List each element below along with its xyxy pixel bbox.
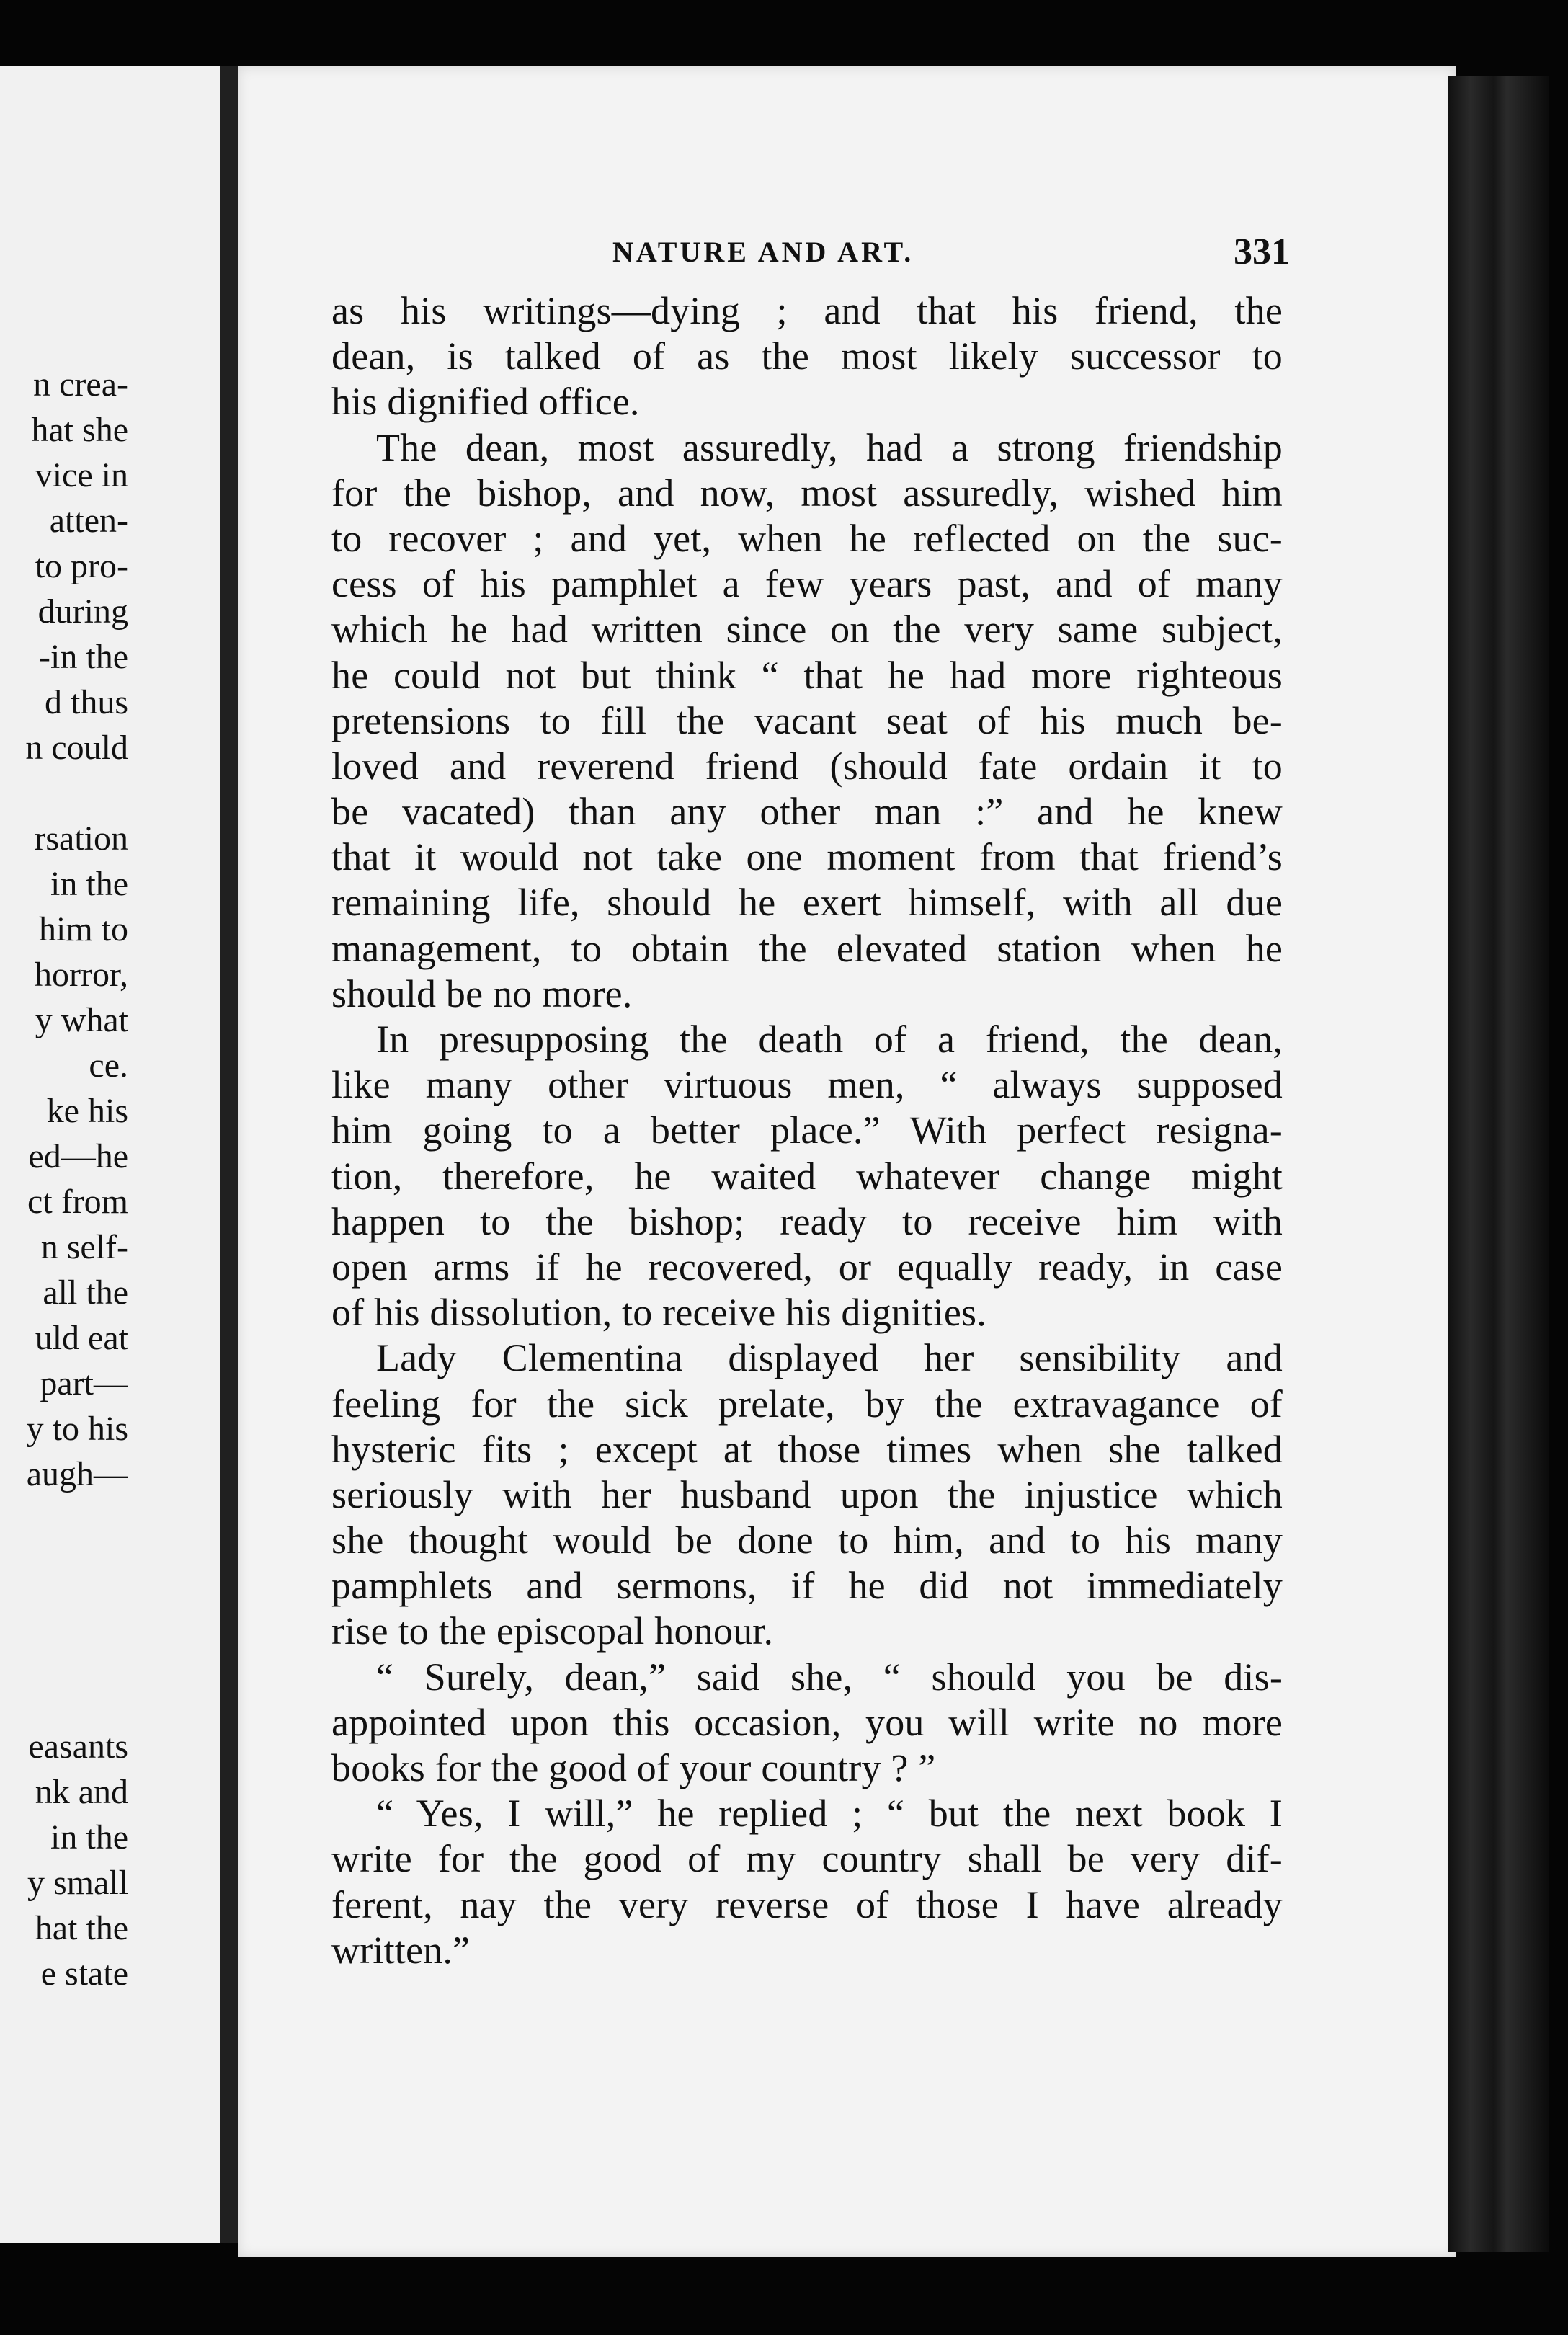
text-line: that it would not take one moment from that friend’s	[331, 835, 1283, 879]
running-head: NATURE AND ART.	[612, 236, 914, 268]
left-fragment	[0, 1678, 128, 1724]
book-gutter	[220, 66, 238, 2243]
text-line: be vacated) than any other man :” and he knew	[331, 790, 1283, 834]
text-line: as his writings—dying ; and that his friend, the	[331, 289, 1283, 332]
left-fragment: uld eat	[35, 1319, 128, 1357]
text-line: hysteric fits ; except at those times when she talked	[331, 1427, 1283, 1471]
left-fragment: ke his	[46, 1092, 128, 1130]
text-line: to recover ; and yet, when he reflected on the suc-	[331, 516, 1283, 560]
left-fragment: y what	[35, 1001, 128, 1039]
text-line: books for the good of your country ? ”	[331, 1746, 936, 1789]
left-fragment: hat the	[35, 1909, 128, 1947]
page-edge	[1448, 76, 1549, 2252]
left-page	[0, 66, 220, 2243]
left-fragment: y small	[27, 1864, 128, 1902]
text-line: happen to the bishop; ready to receive him with	[331, 1199, 1283, 1243]
left-fragment: hat she	[31, 411, 128, 449]
text-line: should be no more.	[331, 971, 633, 1015]
text-line: cess of his pamphlet a few years past, and of many	[331, 562, 1283, 606]
text-line: remaining life, should he exert himself, with all due	[331, 881, 1283, 925]
left-fragment: in the	[50, 1818, 128, 1856]
left-fragment: vice in	[35, 456, 128, 494]
text-line: tion, therefore, he waited whatever change might	[331, 1154, 1283, 1198]
left-fragment: part—	[40, 1364, 128, 1402]
left-fragment: n crea-	[33, 365, 128, 404]
text-line: open arms if he recovered, or equally ready, in case	[331, 1245, 1283, 1289]
text-line: he could not but think “ that he had more righteous	[331, 653, 1283, 697]
text-line: “ Surely, dean,” said she, “ should you be dis-	[376, 1655, 1283, 1699]
text-line: written.”	[331, 1928, 471, 1972]
left-fragment: rsation	[34, 819, 128, 858]
text-line: for the bishop, and now, most assuredly, wished him	[331, 471, 1283, 515]
left-fragment	[0, 1633, 128, 1678]
left-fragment: him to	[38, 910, 128, 948]
text-line: like many other virtuous men, “ always supposed	[331, 1063, 1283, 1107]
left-fragment: all the	[43, 1273, 128, 1312]
left-fragment: easants	[28, 1727, 128, 1766]
text-line: pamphlets and sermons, if he did not immediately	[331, 1564, 1283, 1608]
left-fragment	[0, 1542, 128, 1588]
page-number: 331	[1234, 231, 1290, 272]
text-line: his dignified office.	[331, 380, 640, 424]
left-fragment: n self-	[40, 1228, 128, 1266]
text-line: appointed upon this occasion, you will write no more	[331, 1700, 1283, 1744]
left-fragment: e state	[40, 1954, 128, 1993]
text-line: rise to the episcopal honour.	[331, 1609, 774, 1653]
left-fragment: in the	[50, 865, 128, 903]
text-line: of his dissolution, to receive his dignities.	[331, 1291, 986, 1335]
left-fragment	[0, 1588, 128, 1633]
page-header	[331, 231, 1290, 278]
left-fragment: augh—	[26, 1455, 128, 1493]
body-text	[331, 288, 1283, 1973]
text-line: seriously with her husband upon the injustice which	[331, 1472, 1283, 1516]
text-line: management, to obtain the elevated station when he	[331, 926, 1283, 970]
left-fragment: y to his	[26, 1410, 128, 1448]
text-line: dean, is talked of as the most likely successor to	[331, 334, 1283, 378]
text-line: which he had written since on the very same subject,	[331, 608, 1283, 651]
text-line: she thought would be done to him, and to his many	[331, 1518, 1283, 1562]
left-fragment: ed—he	[28, 1137, 128, 1175]
left-fragment: ct from	[27, 1183, 128, 1221]
left-fragment: nk and	[35, 1773, 128, 1811]
left-fragment	[0, 770, 128, 816]
left-fragment	[0, 1497, 128, 1542]
left-fragment: d thus	[44, 683, 128, 721]
left-fragment: -in the	[39, 638, 128, 676]
left-fragment: during	[37, 592, 128, 631]
text-line: In presupposing the death of a friend, the dean,	[376, 1018, 1283, 1061]
text-line: ferent, nay the very reverse of those I have already	[331, 1882, 1283, 1926]
text-line: feeling for the sick prelate, by the extravagance of	[331, 1382, 1283, 1426]
left-fragment: to pro-	[35, 547, 128, 585]
text-line: write for the good of my country shall be very dif-	[331, 1837, 1283, 1881]
text-line: Lady Clementina displayed her sensibility and	[376, 1336, 1283, 1380]
text-line: him going to a better place.” With perfect resigna-	[331, 1108, 1283, 1152]
text-line: “ Yes, I will,” he replied ; “ but the next book I	[376, 1792, 1283, 1836]
text-line: The dean, most assuredly, had a strong friendship	[376, 425, 1283, 469]
text-line: loved and reverend friend (should fate ordain it to	[331, 744, 1283, 788]
left-page-text-fragments	[0, 362, 128, 1996]
text-line: pretensions to fill the vacant seat of his much be-	[331, 698, 1283, 742]
left-fragment: horror,	[34, 956, 128, 994]
left-fragment: n could	[25, 729, 128, 767]
left-fragment: ce.	[89, 1046, 128, 1085]
left-fragment: atten-	[49, 502, 128, 540]
